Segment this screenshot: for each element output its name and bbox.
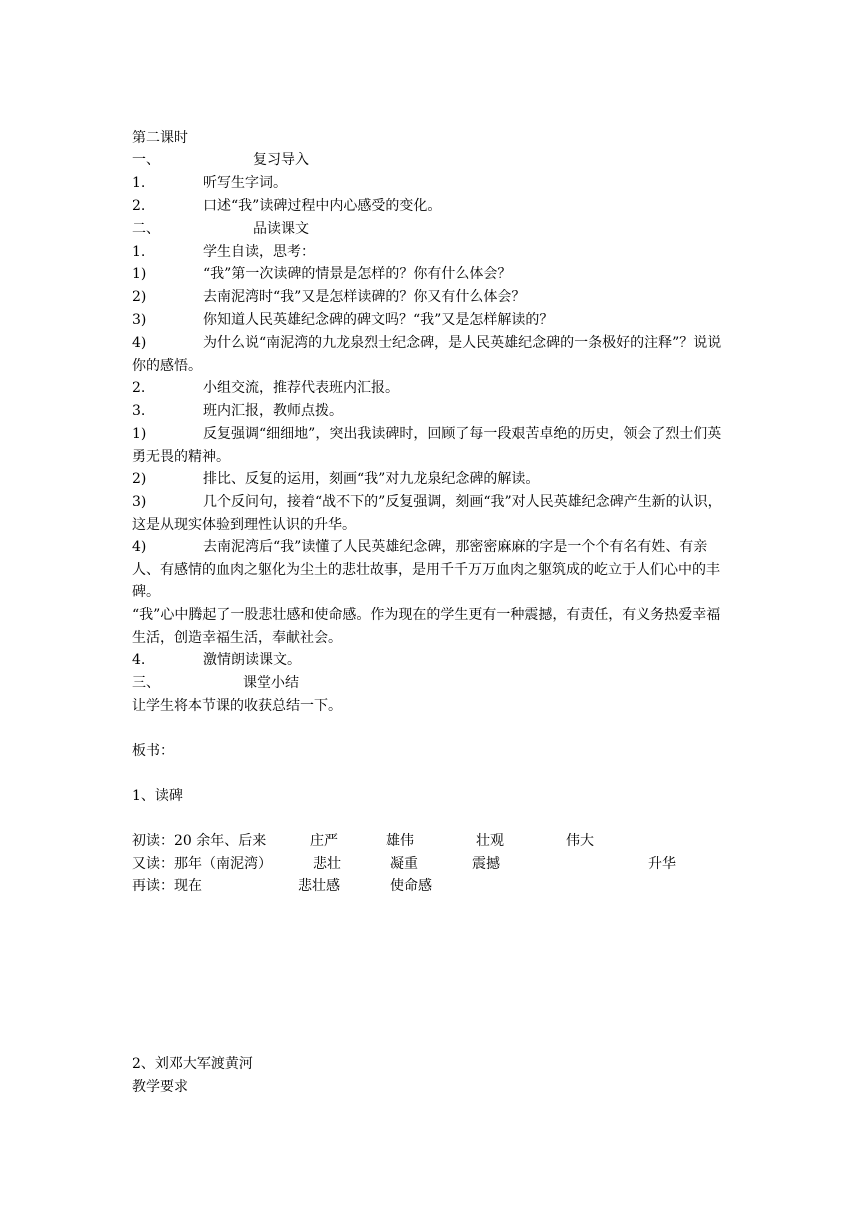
point-number: 4)	[132, 539, 147, 555]
item-number: 1.	[132, 175, 146, 191]
board-word: 悲壮	[313, 856, 341, 872]
board-word: 雄伟	[386, 833, 414, 849]
item-text: 激情朗读课文。	[203, 652, 301, 668]
part2-number: 二、	[132, 221, 160, 237]
board-word: 震撼	[472, 856, 500, 872]
question-number: 3)	[132, 312, 147, 328]
question-number: 4)	[132, 335, 147, 351]
board-row-label: 初读：20 余年、后来	[132, 833, 267, 849]
item-number: 2.	[132, 198, 146, 214]
part1-number: 一、	[132, 152, 160, 168]
item-text: 听写生字词。	[203, 175, 287, 191]
item-text: 小组交流，推荐代表班内汇报。	[203, 380, 399, 396]
item-number: 3.	[132, 403, 146, 419]
item-number: 1.	[132, 244, 146, 260]
next-lesson-subtitle: 教学要求	[132, 1079, 188, 1095]
section-title: 第二课时	[132, 130, 188, 146]
point-number: 1)	[132, 426, 147, 442]
question-text: 你知道人民英雄纪念碑的碑文吗？“我”又是怎样解读的？	[203, 312, 554, 328]
board-word: 伟大	[566, 833, 594, 849]
part2-title: 品读课文	[253, 221, 309, 237]
board-row-label: 又读：那年（南泥湾）	[132, 856, 272, 872]
part3-title: 课堂小结	[243, 675, 299, 691]
item-number: 2.	[132, 380, 146, 396]
board-word: 壮观	[476, 833, 504, 849]
part3-text: 让学生将本节课的收获总结一下。	[132, 698, 342, 714]
point-number: 2)	[132, 471, 147, 487]
point-text-wrapped: 去南泥湾后“我”读懂了人民英雄纪念碑，那密密麻麻的字是一个个有名有姓、有亲人、有感情的血肉之躯化为尘土的悲壮故事，是用千千万万血肉之躯筑成的屹立于人们心中的丰碑。	[132, 539, 720, 600]
item-text: 学生自读，思考：	[203, 244, 315, 260]
board-label: 板书：	[132, 743, 174, 759]
board-word: 庄严	[310, 833, 338, 849]
board-word: 升华	[648, 856, 676, 872]
part3-number: 三、	[132, 675, 160, 691]
item-text: 口述“我”读碑过程中内心感受的变化。	[203, 198, 442, 214]
item-text: 班内汇报，教师点拨。	[203, 403, 343, 419]
point-text-wrapped: 几个反问句，接着“战不下的”反复强调，刻画“我”对人民英雄纪念碑产生新的认识，这是从现实体验到理性认识的升华。	[132, 494, 722, 533]
question-text: “我”第一次读碑的情景是怎样的？你有什么体会？	[203, 266, 512, 282]
board-word: 悲壮感	[298, 878, 340, 894]
point-number: 3)	[132, 494, 147, 510]
point-text-wrapped: 反复强调“细细地”，突出我读碑时，回顾了每一段艰苦卓绝的历史，领会了烈士们英勇无畏的精神。	[132, 426, 722, 465]
board-title: 1、读碑	[132, 788, 183, 804]
point-text: 排比、反复的运用，刻画“我”对九龙泉纪念碑的解读。	[203, 471, 540, 487]
question-text: 去南泥湾时“我”又是怎样读碑的？你又有什么体会？	[203, 289, 526, 305]
summary-paragraph: “我”心中腾起了一股悲壮感和使命感。作为现在的学生更有一种震撼，有责任，有义务热爱幸福生活，创造幸福生活，奉献社会。	[132, 607, 721, 646]
board-word: 使命感	[390, 878, 432, 894]
question-text-wrapped: 为什么说“南泥湾的九龙泉烈士纪念碑，是人民英雄纪念碑的一条极好的注释”？说说你的感悟。	[132, 335, 722, 374]
board-word: 凝重	[390, 856, 418, 872]
next-lesson-title: 2、刘邓大军渡黄河	[132, 1056, 253, 1072]
part1-title: 复习导入	[253, 152, 309, 168]
question-number: 1)	[132, 266, 147, 282]
board-row-label: 再读：现在	[132, 878, 202, 894]
item-number: 4.	[132, 652, 146, 668]
question-number: 2)	[132, 289, 147, 305]
